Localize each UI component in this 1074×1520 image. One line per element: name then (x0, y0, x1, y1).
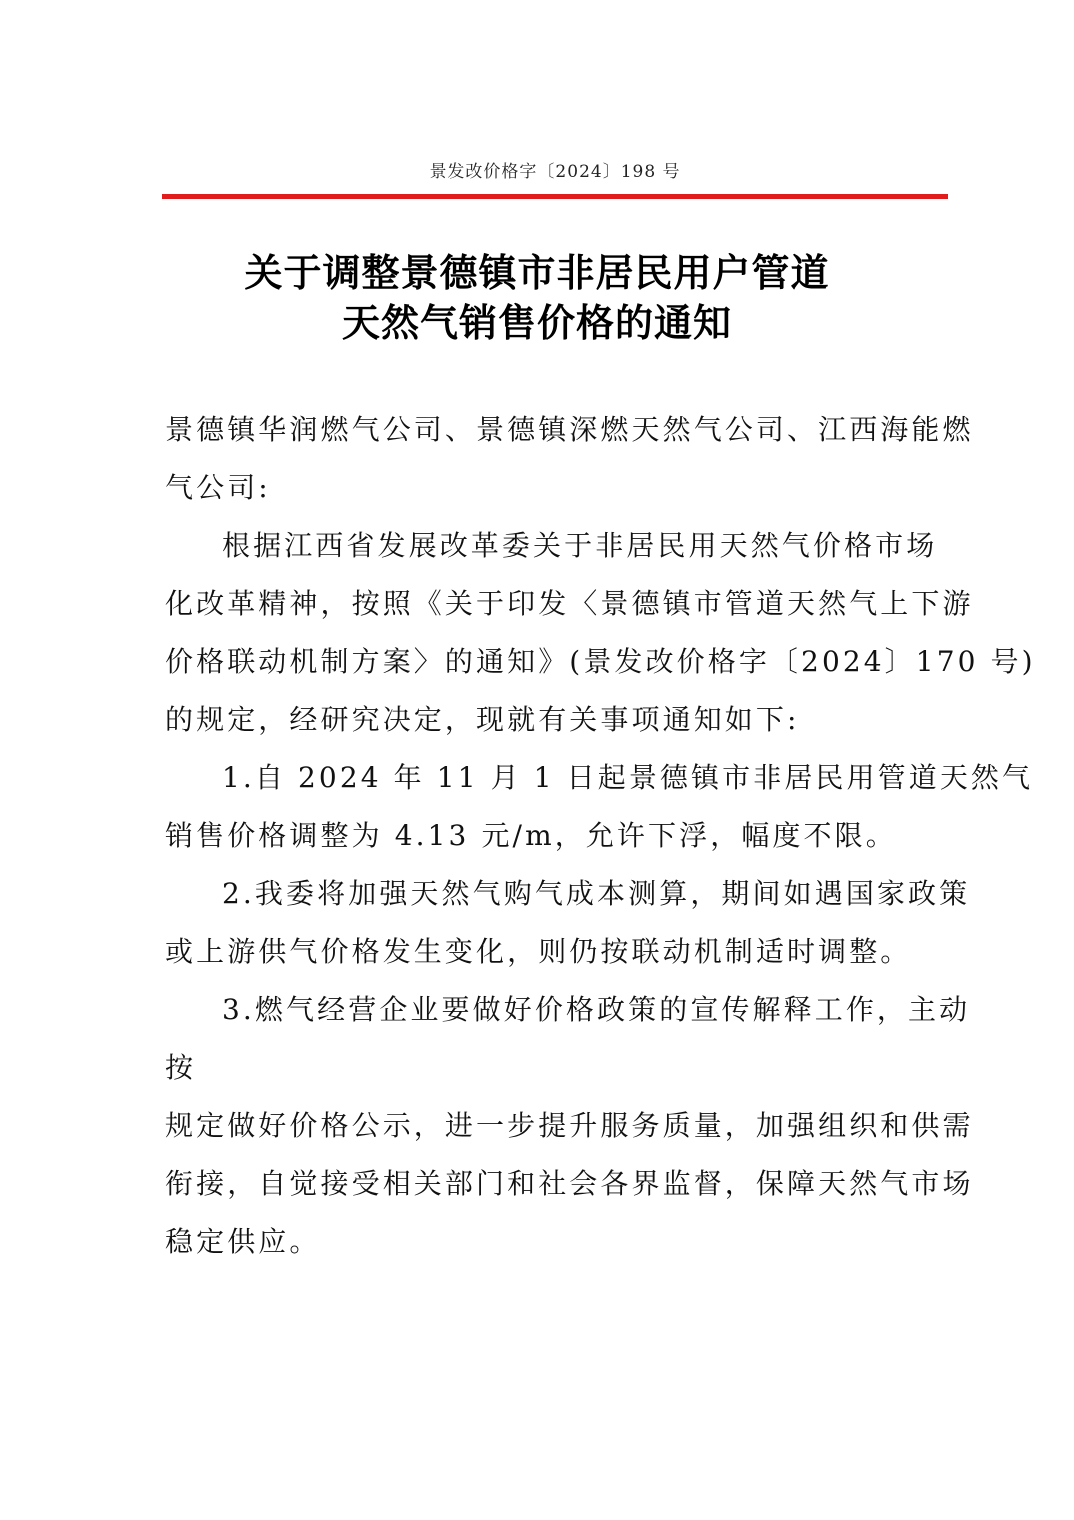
body-line: 规定做好价格公示，进一步提升服务质量，加强组织和供需 (165, 1109, 974, 1142)
document-body (165, 401, 1036, 1271)
body-line: 化改革精神，按照《关于印发〈景德镇市管道天然气上下游 (165, 587, 974, 620)
red-header-rule (162, 194, 948, 199)
document-title (0, 248, 1074, 348)
body-line: 价格联动机制方案〉的通知》(景发改价格字〔2024〕170 号) (165, 645, 1036, 678)
body-line: 稳定供应。 (165, 1225, 321, 1258)
body-line: 根据江西省发展改革委关于非居民用天然气价格市场 (222, 529, 938, 562)
body-line: 1.自 2024 年 11 月 1 日起景德镇市非居民用管道天然气 (222, 761, 1034, 794)
document-number: 景发改价格字〔2024〕198 号 (429, 162, 681, 182)
body-line: 2.我委将加强天然气购气成本测算，期间如遇国家政策 (222, 877, 971, 910)
body-line: 的规定，经研究决定，现就有关事项通知如下: (165, 703, 800, 736)
body-line: 3.燃气经营企业要做好价格政策的宣传解释工作，主动 (222, 993, 971, 1026)
title-line-1: 关于调整景德镇市非居民用户管道 (244, 250, 830, 295)
body-line: 衔接，自觉接受相关部门和社会各界监督，保障天然气市场 (165, 1167, 974, 1200)
body-line: 景德镇华润燃气公司、景德镇深燃天然气公司、江西海能燃 (165, 413, 974, 446)
body-line: 销售价格调整为 4.13 元/m，允许下浮，幅度不限。 (165, 819, 897, 852)
body-line: 气公司: (165, 471, 271, 504)
body-line: 或上游供气价格发生变化，则仍按联动机制适时调整。 (165, 935, 912, 968)
body-line: 按 (165, 1051, 197, 1084)
title-line-2: 天然气销售价格的通知 (341, 300, 732, 345)
